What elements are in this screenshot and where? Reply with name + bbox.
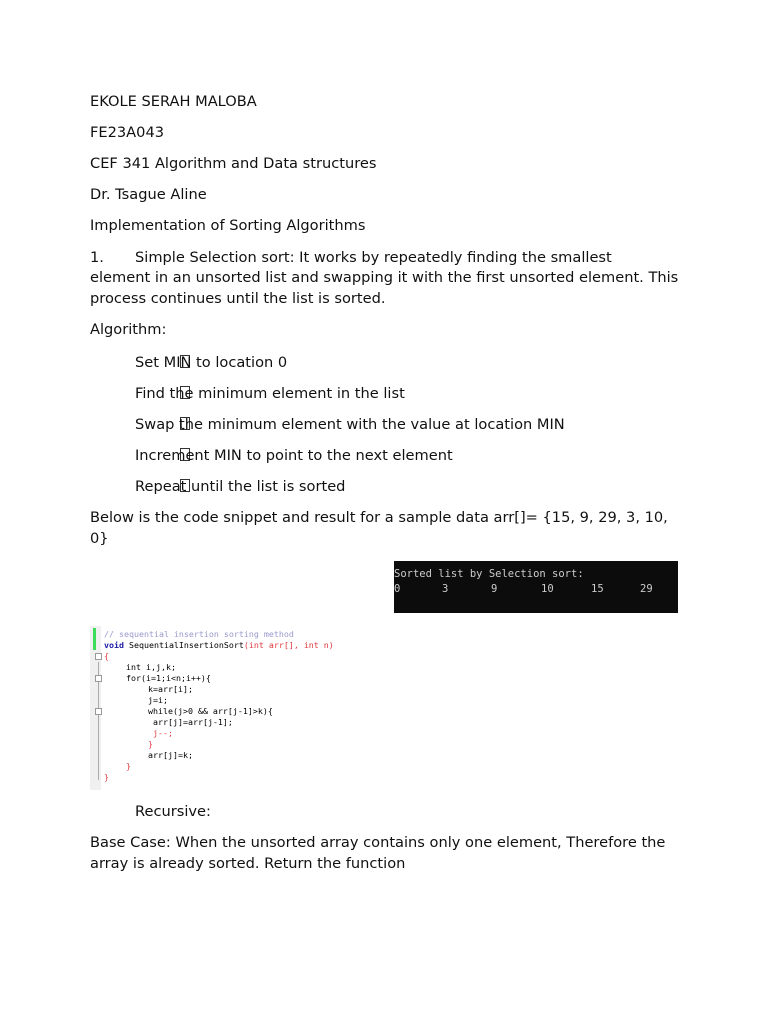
algorithm-step-text: Find the minimum element in the list (135, 385, 405, 402)
console-value: 0 (394, 583, 401, 595)
section-1-intro-first-line (90, 247, 680, 268)
algorithm-step-text: Repeat until the list is sorted (135, 478, 346, 495)
recursive-label: Recursive: (135, 803, 211, 820)
section-number: 1. (90, 249, 104, 266)
change-marker (93, 628, 96, 650)
algorithm-step (90, 445, 680, 466)
algorithm-step-text: Increment MIN to point to the next element (135, 447, 453, 464)
code-params: (int arr[], int n) (243, 640, 334, 650)
console-heading: Sorted list by Selection sort: (394, 568, 584, 580)
section-intro-text: Simple Selection sort: It works by repeatedly finding the smallest (135, 249, 612, 266)
algorithm-label: Algorithm: (90, 321, 167, 338)
console-value: 10 (541, 583, 554, 595)
algorithm-step (90, 476, 680, 497)
fold-icon (95, 653, 102, 660)
algorithm-step (90, 352, 680, 373)
code-type: void (104, 640, 124, 650)
console-value: 3 (442, 583, 449, 595)
fold-icon (95, 675, 102, 682)
matricule: FE23A043 (90, 124, 165, 141)
algorithm-step-text: Swap the minimum element with the value at location MIN (135, 416, 565, 433)
fold-icon (95, 708, 102, 715)
course-title: CEF 341 Algorithm and Data structures (90, 155, 377, 172)
console-value: 29 (640, 583, 653, 595)
code-brace: { (104, 651, 109, 661)
section-intro-continuation: element in an unsorted list and swapping it with the first unsorted element. This process continues until the list is sorted. (90, 269, 679, 307)
base-case-text: Base Case: When the unsorted array contains only one element, Therefore the array is already sorted. Return the function (90, 834, 666, 872)
code-line: j--; (153, 728, 173, 738)
algorithm-step (90, 414, 680, 435)
sample-data-text: Below is the code snippet and result for a sample data arr[]= {15, 9, 29, 3, 10, 0} (90, 509, 668, 547)
code-brace: } (148, 739, 153, 749)
code-line: k=arr[i]; (148, 684, 193, 694)
code-brace: } (104, 772, 109, 782)
code-line: arr[j]=arr[j-1]; (153, 717, 233, 727)
code-snippet (90, 626, 380, 790)
console-value: 9 (491, 583, 498, 595)
code-comment: // sequential insertion sorting method (104, 629, 294, 639)
code-line: int i,j,k; (126, 662, 176, 672)
code-signature (104, 640, 334, 651)
console-output (394, 561, 678, 613)
code-line: arr[j]=k; (148, 750, 193, 760)
code-brace: } (126, 761, 131, 771)
document-title: Implementation of Sorting Algorithms (90, 217, 366, 234)
code-line: for(i=1;i<n;i++){ (126, 673, 211, 683)
lecturer: Dr. Tsague Aline (90, 186, 207, 203)
author-name: EKOLE SERAH MALOBA (90, 93, 257, 110)
code-function-name: SequentialInsertionSort (123, 640, 244, 650)
code-line: j=i; (148, 695, 168, 705)
code-line: while(j>0 && arr[j-1]>k){ (148, 706, 273, 716)
console-value: 15 (591, 583, 604, 595)
algorithm-step-text: Set MIN to location 0 (135, 354, 288, 371)
algorithm-step (90, 383, 680, 404)
